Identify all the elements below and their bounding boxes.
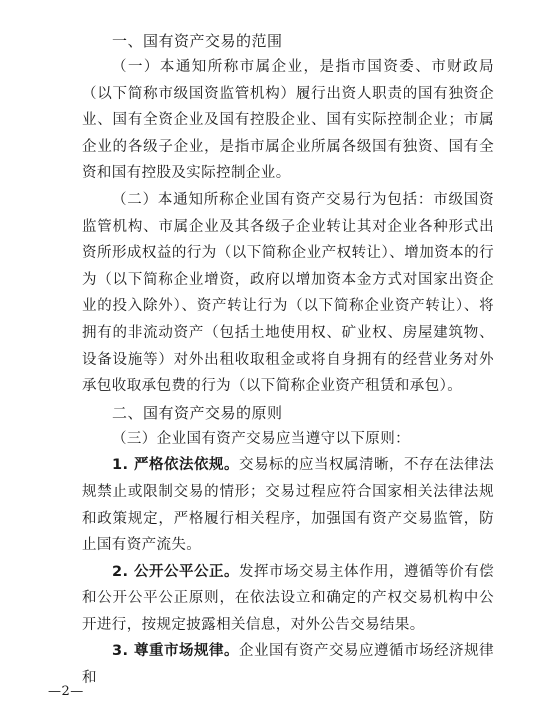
page-number: —2— <box>48 684 84 699</box>
paragraph-scope-2 <box>82 187 494 400</box>
paragraph-principle-1 <box>82 452 494 558</box>
section-heading-scope: 一、国有资产交易的范围 <box>112 32 283 50</box>
paragraph-text: （三）企业国有资产交易应当遵守以下原则： <box>112 430 410 447</box>
document-body <box>82 28 494 692</box>
principle-lead: 3. 尊重市场规律。 <box>112 643 239 660</box>
paragraph-scope-1 <box>82 54 494 187</box>
paragraph-text: （一）本通知所称市属企业，是指市国资委、市财政局（以下简称市级国资监管机构）履行出资人职责的国有独资企业、国有全资企业及国有控股企业、国有实际控制企业；市属企业的各级子企业，是指市属企业所属各级国有独资、国有全资和国有控股及实际控制企业。 <box>82 59 494 182</box>
paragraph-principle-3 <box>82 638 494 691</box>
paragraph-principle-2 <box>82 559 494 639</box>
paragraph-text: 企业国有资产交易应遵循市场经济规律和 <box>82 643 494 687</box>
principle-lead: 2. 公开公平公正。 <box>112 563 239 580</box>
paragraph-text: 发挥市场交易主体作用，遵循等价有偿和公开公平公正原则，在依法设立和确定的产权交易机构中公开进行，按规定披露相关信息，对外公告交易结果。 <box>82 563 494 633</box>
paragraph-principles-intro <box>82 426 494 453</box>
paragraph-text: 交易标的应当权属清晰，不存在法律法规禁止或限制交易的情形；交易过程应符合国家相关法律法规和政策规定，严格履行相关程序，加强国有资产交易监管，防止国有资产流失。 <box>82 457 494 554</box>
section-heading-principles: 二、国有资产交易的原则 <box>112 403 283 422</box>
paragraph-text: （二）本通知所称企业国有资产交易行为包括：市级国资监管机构、市属企业及其各级子企业转让其对企业各种形式出资所形成权益的行为（以下简称企业产权转让）、增加资本的行为（以下简称企业增资，政府以增加资本金方式对国家出资企业的投入除外）、资产转让行为（以下简称企业资产转让）、将拥有的非流动资产（包括土地使用权、矿业权、房屋建筑物、设备设施等）对外出租收取租金或将自身拥有的经营业务对外承包收取承包费的行为（以下简称企业资产租赁和承包）。 <box>82 191 494 395</box>
principle-lead: 1. 严格依法依规。 <box>112 457 239 474</box>
